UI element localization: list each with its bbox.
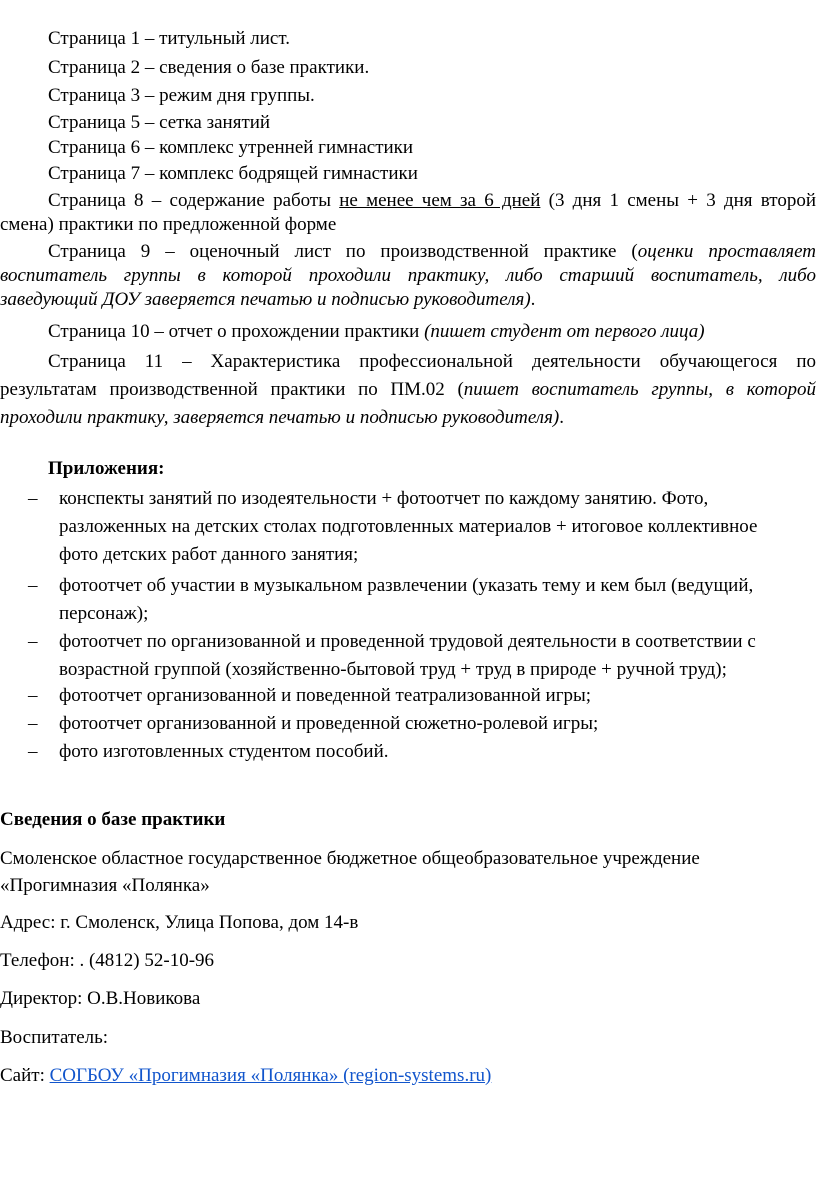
page-9-text: Страница 9 – оценочный лист по производственной практике ( (48, 241, 638, 262)
appendix-item-3 (59, 630, 816, 682)
appendix-item-3-line-1: фотоотчет по организованной и проведенной трудовой деятельности в соответствии с (59, 631, 756, 652)
appendix-dash-1: – (28, 488, 38, 509)
page-10-italic: (пишет студент от первого лица) (424, 321, 705, 342)
appendix-item-1-line-2: разложенных на детских столах подготовленных материалов + итоговое коллективное (59, 516, 758, 537)
page-11-italic-3: проходили практику, заверяется печатью и подписью руководителя) (0, 407, 560, 428)
page-11-period: . (559, 407, 564, 428)
appendix-item-5 (59, 712, 816, 736)
page-6-line: Страница 6 – комплекс утренней гимнастики (48, 137, 414, 158)
page-11-text: результатам производственной практики по ПМ.02 ( (0, 379, 464, 400)
page-1-line: Страница 1 – титульный лист. (48, 28, 290, 49)
page-10-text: Страница 10 – отчет о прохождении практики (48, 321, 425, 342)
page-8-text: Страница 8 – содержание работы (48, 190, 340, 211)
page-9-line-1 (0, 240, 816, 264)
page-9-italic-2: воспитатель группы в которой проходили практику, либо старший воспитатель, либо (0, 265, 816, 286)
page-8-paragraph (0, 189, 816, 237)
page-11-line-3 (0, 406, 816, 430)
phone-line: Телефон: . (4812) 52-10-96 (0, 950, 215, 971)
appendix-item-2-line-2: персонаж); (59, 603, 149, 624)
appendix-dash-2: – (28, 575, 38, 596)
appendix-dash-4: – (28, 685, 38, 706)
organization-line-2: «Прогимназия «Полянка» (0, 875, 210, 896)
page-11-paragraph (0, 350, 816, 430)
appendix-item-1-line-3: фото детских работ данного занятия; (59, 544, 359, 565)
page-7-line: Страница 7 – комплекс бодрящей гимнастики (48, 163, 418, 184)
appendix-item-5-line-1: фотоотчет организованной и проведенной сюжетно-ролевой игры; (59, 713, 599, 734)
appendix-dash-6: – (28, 741, 38, 762)
page-3-line: Страница 3 – режим дня группы. (48, 85, 315, 106)
appendix-item-6 (59, 740, 816, 764)
appendix-dash-3: – (28, 631, 38, 652)
base-info-heading-text: Сведения о базе практики (0, 809, 226, 830)
appendix-dash-5: – (28, 713, 38, 734)
appendix-item-1-line-1: конспекты занятий по изодеятельности + фотоотчет по каждому занятию. Фото, (59, 488, 709, 509)
page-9-line-2 (0, 264, 816, 288)
page-8-underline: не менее чем за 6 дней (339, 190, 541, 211)
page-5-line: Страница 5 – сетка занятий (48, 112, 271, 133)
organization-line-1: Смоленское областное государственное бюджетное общеобразовательное учреждение (0, 848, 700, 869)
base-info-heading (0, 808, 225, 832)
page-9-italic-3: заведующий ДОУ заверяется печатью и подписью руководителя) (0, 289, 531, 310)
page-9-paragraph (0, 240, 816, 312)
page-9-line-3 (0, 288, 816, 312)
site-link[interactable]: СОГБОУ «Прогимназия «Полянка» (region-systems.ru) (49, 1065, 492, 1086)
page-11-italic: пишет воспитатель группы, в которой (463, 379, 816, 400)
appendix-heading-text: Приложения: (48, 458, 165, 479)
address-line: Адрес: г. Смоленск, Улица Попова, дом 14-в (0, 912, 359, 933)
page-8-line-2: смена) практики по предложенной форме (0, 214, 337, 235)
site-label: Сайт: (0, 1065, 50, 1086)
appendix-heading (48, 457, 164, 481)
director-line: Директор: О.В.Новикова (0, 988, 201, 1009)
page-11-line-2 (0, 378, 816, 402)
page-8-line-1 (0, 189, 816, 213)
page-2-line: Страница 2 – сведения о базе практики. (48, 57, 370, 78)
page-8-text-end: (3 дня 1 смены + 3 дня второй (540, 190, 816, 211)
appendix-item-2 (59, 574, 816, 626)
page-10-line (48, 320, 705, 344)
page-11-line-1: Страница 11 – Характеристика профессиональной деятельности обучающегося по (48, 351, 816, 372)
appendix-item-3-line-2: возрастной группой (хозяйственно-бытовой труд + труд в природе + ручной труд); (59, 659, 727, 680)
page-9-italic: оценки проставляет (637, 241, 816, 262)
appendix-item-4 (59, 684, 816, 708)
appendix-item-1 (59, 487, 816, 567)
appendix-item-6-line-1: фото изготовленных студентом пособий. (59, 741, 389, 762)
educator-line: Воспитатель: (0, 1027, 109, 1048)
page-9-period: . (530, 289, 536, 310)
appendix-item-4-line-1: фотоотчет организованной и поведенной театрализованной игры; (59, 685, 592, 706)
site-line (0, 1064, 491, 1088)
appendix-item-2-line-1: фотоотчет об участии в музыкальном развлечении (указать тему и кем был (ведущий, (59, 575, 754, 596)
